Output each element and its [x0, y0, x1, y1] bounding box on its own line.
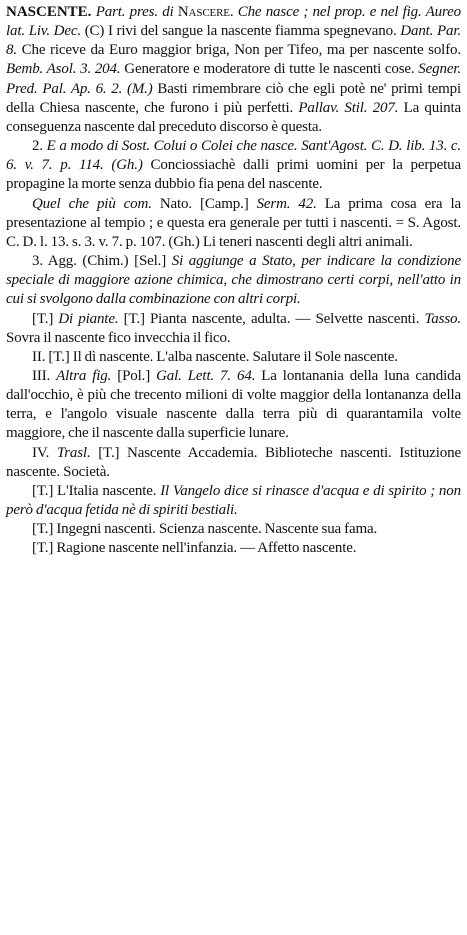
sense-number: II. [32, 348, 46, 365]
tag: [T.] [123, 310, 145, 327]
root-reference: Nascere. [177, 4, 234, 20]
subsense-ragione [6, 539, 461, 558]
example-text: Generatore e moderatore di tutte le nascenti cose. [124, 61, 415, 78]
sense-number: 2. [32, 138, 43, 155]
example-text: Nascente Accademia. Biblioteche nascenti. Istituzione nascente. Società. [6, 444, 461, 480]
citation: Tasso. [424, 310, 461, 327]
sense-number: IV. [32, 444, 50, 461]
example-text: La lontanania della luna candida dall'occhio, è più che trecento milioni di volte maggior della lontananza della terra, e l'angolo visuale nascente dalla terra più di quarantamila volte maggiore, che il nascente dalla superficie lunare. [6, 367, 461, 442]
quote-text: Il Vangelo dice si rinasce d'acqua e di spirito ; non però d'acqua fetida nè di spiriti bestiali. [6, 482, 461, 519]
sense-III [6, 367, 461, 444]
example-text: Sovra il nascente fico invecchia il fico. [6, 329, 231, 346]
citation: Pallav. Stil. 207. [298, 99, 399, 116]
tag: [T.] [48, 348, 70, 365]
sense-IV [6, 444, 461, 482]
sense-body: Si aggiunge a Stato, per indicare la condizione speciale di maggiore azione chimica, che dimostrano certi corpi, nell'atto in cui si svolgono dalla combinazione con altri corpi. [6, 253, 461, 308]
citation: Gal. Lett. 7. 64. [156, 367, 256, 384]
sense-II [6, 348, 461, 367]
sense-2-common [6, 195, 461, 252]
example-text: (C) I rivi del sangue la nascente fiamma spegnevano. [84, 23, 397, 40]
example-text: Il dì nascente. L'alba nascente. Salutare il Sole nascente. [72, 348, 398, 365]
entry-definition [6, 3, 461, 137]
example-text: Ragione nascente nell'infanzia. — Affetto nascente. [56, 540, 357, 557]
sense-heading: E a modo di Sost. Colui o Colei che nasce. Sant'Agost. C. D. lib. 13. c. 6. v. 7. p. 114. (Gh.) [6, 138, 461, 174]
example-text: La prima cosa era la presentazione al tempio ; e questa era generale per tutti i nascenti. = S. Agost. C. D. l. 13. s. 3. v. 7. p. 107. (Gh.) [6, 195, 461, 250]
sense-number: III. [32, 367, 51, 384]
tag: [T.] [32, 521, 54, 538]
citation: Segner. Pred. Pal. Ap. 6. 2. (M.) [6, 61, 461, 97]
tag: [T.] [32, 540, 54, 557]
sense-number: 3. Agg. [32, 253, 77, 270]
tag: [Pol.] [117, 367, 151, 384]
sense-heading: Trasl. [56, 444, 91, 461]
example-text: Pianta nascente, adulta. — Selvette nascenti. [149, 310, 420, 327]
sense-2 [6, 137, 461, 194]
example-text: Conciossiachè dalli primi uomini per la perpetua propagine la morte senza dubbio fia pena del nascente. [6, 157, 461, 193]
sense-heading: Altra fig. [56, 367, 112, 384]
example-text: Che riceve da Euro maggior briga, Non per Tifeo, ma per nascente solfo. [21, 42, 461, 59]
example-text: La quinta conseguenza nascente dal preceduto discorso è questa. [6, 99, 461, 135]
example-text: Li teneri nascenti degli altri animali. [202, 233, 413, 250]
subsense-ingegni [6, 520, 461, 539]
usage-label: Quel che più com. [32, 195, 152, 212]
sense-3 [6, 252, 461, 309]
example-text: Ingegni nascenti. Scienza nascente. Nascente sua fama. [56, 521, 378, 538]
citation: Dant. Par. 8. [6, 23, 461, 59]
citation: Serm. 42. [256, 195, 317, 212]
tag: [T.] [32, 482, 54, 499]
subsense-italia [6, 482, 461, 520]
usage-body: Nato. [Camp.] [159, 195, 249, 212]
tag: [T.] [98, 444, 120, 461]
sense-piante [6, 310, 461, 348]
domain-tag: (Chim.) [Sel.] [82, 253, 167, 270]
sense-heading: Di piante. [58, 310, 119, 327]
gloss: Che nasce ; nel prop. e nel fig. Aureo lat. Liv. Dec. [6, 4, 461, 40]
tag: [T.] [32, 310, 54, 327]
headword: NASCENTE. [6, 4, 92, 20]
citation: Bemb. Asol. 3. 204. [6, 61, 121, 78]
example-text: L'Italia nascente. [57, 482, 157, 499]
pos-label: Part. pres. di [95, 4, 174, 20]
example-text: Basti rimembrare ciò che egli potè ne' primi tempi della Chiesa nascente, che furono i più perfetti. [6, 80, 461, 116]
